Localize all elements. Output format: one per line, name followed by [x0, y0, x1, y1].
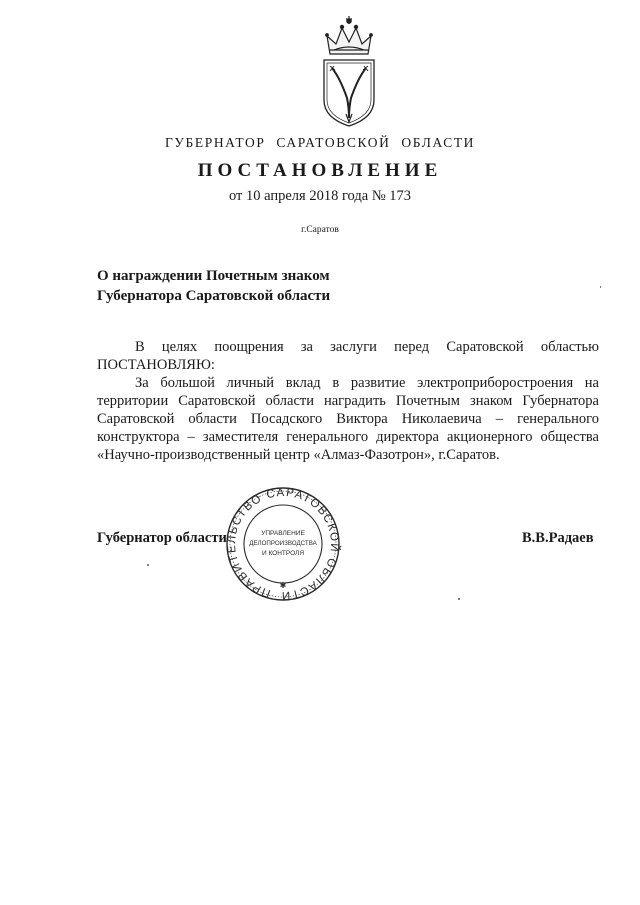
body-decree-keyword: ПОСТАНОВЛЯЮ:	[97, 357, 215, 373]
seal-inner-line-1: УПРАВЛЕНИЕ	[261, 530, 305, 537]
body-paragraph-award: За большой личный вклад в развитие электроприборостроения на территории Саратовской области наградить Почетным знаком Губернатора Саратовской области Посадского Виктора Николаевича – генерального конструктора – заместителя генерального директора акционерного общества «Научно-производственный центр «Алмаз-Фазотрон», г.Саратов.	[97, 375, 599, 463]
seal-inner-line-2: ДЕЛОПРОИЗВОДСТВА	[249, 540, 317, 547]
scan-speck	[458, 598, 460, 600]
signatory-name: В.В.Радаев	[522, 530, 594, 546]
subject-line-2: Губернатора Саратовской области	[97, 288, 331, 304]
official-seal-stamp	[222, 485, 344, 603]
body-paragraph-preamble: В целях поощрения за заслуги перед Саратовской областью	[135, 339, 599, 355]
subject-line-1: О награждении Почетным знаком	[97, 268, 330, 284]
scan-speck	[600, 286, 601, 288]
document-body	[97, 338, 599, 464]
seal-star-icon: ✱	[279, 581, 287, 590]
document-date-number: от 10 апреля 2018 года № 173	[228, 188, 412, 204]
document-subject	[97, 266, 330, 306]
scan-speck	[147, 564, 149, 566]
shield-icon	[324, 60, 374, 126]
seal-outer-text: ПРАВИТЕЛЬСТВО САРАТОВСКОЙ ОБЛАСТИ	[225, 486, 341, 602]
signatory-title: Губернатор области	[97, 530, 227, 546]
saratov-coat-of-arms-icon	[316, 14, 382, 130]
issuing-authority: ГУБЕРНАТОР САРАТОВСКОЙ ОБЛАСТИ	[164, 135, 476, 150]
seal-inner-line-3: И КОНТРОЛЯ	[261, 550, 305, 557]
document-type-title: ПОСТАНОВЛЕНИЕ	[197, 160, 443, 181]
document-city: г.Саратов	[301, 225, 339, 235]
crown-icon	[326, 16, 373, 54]
